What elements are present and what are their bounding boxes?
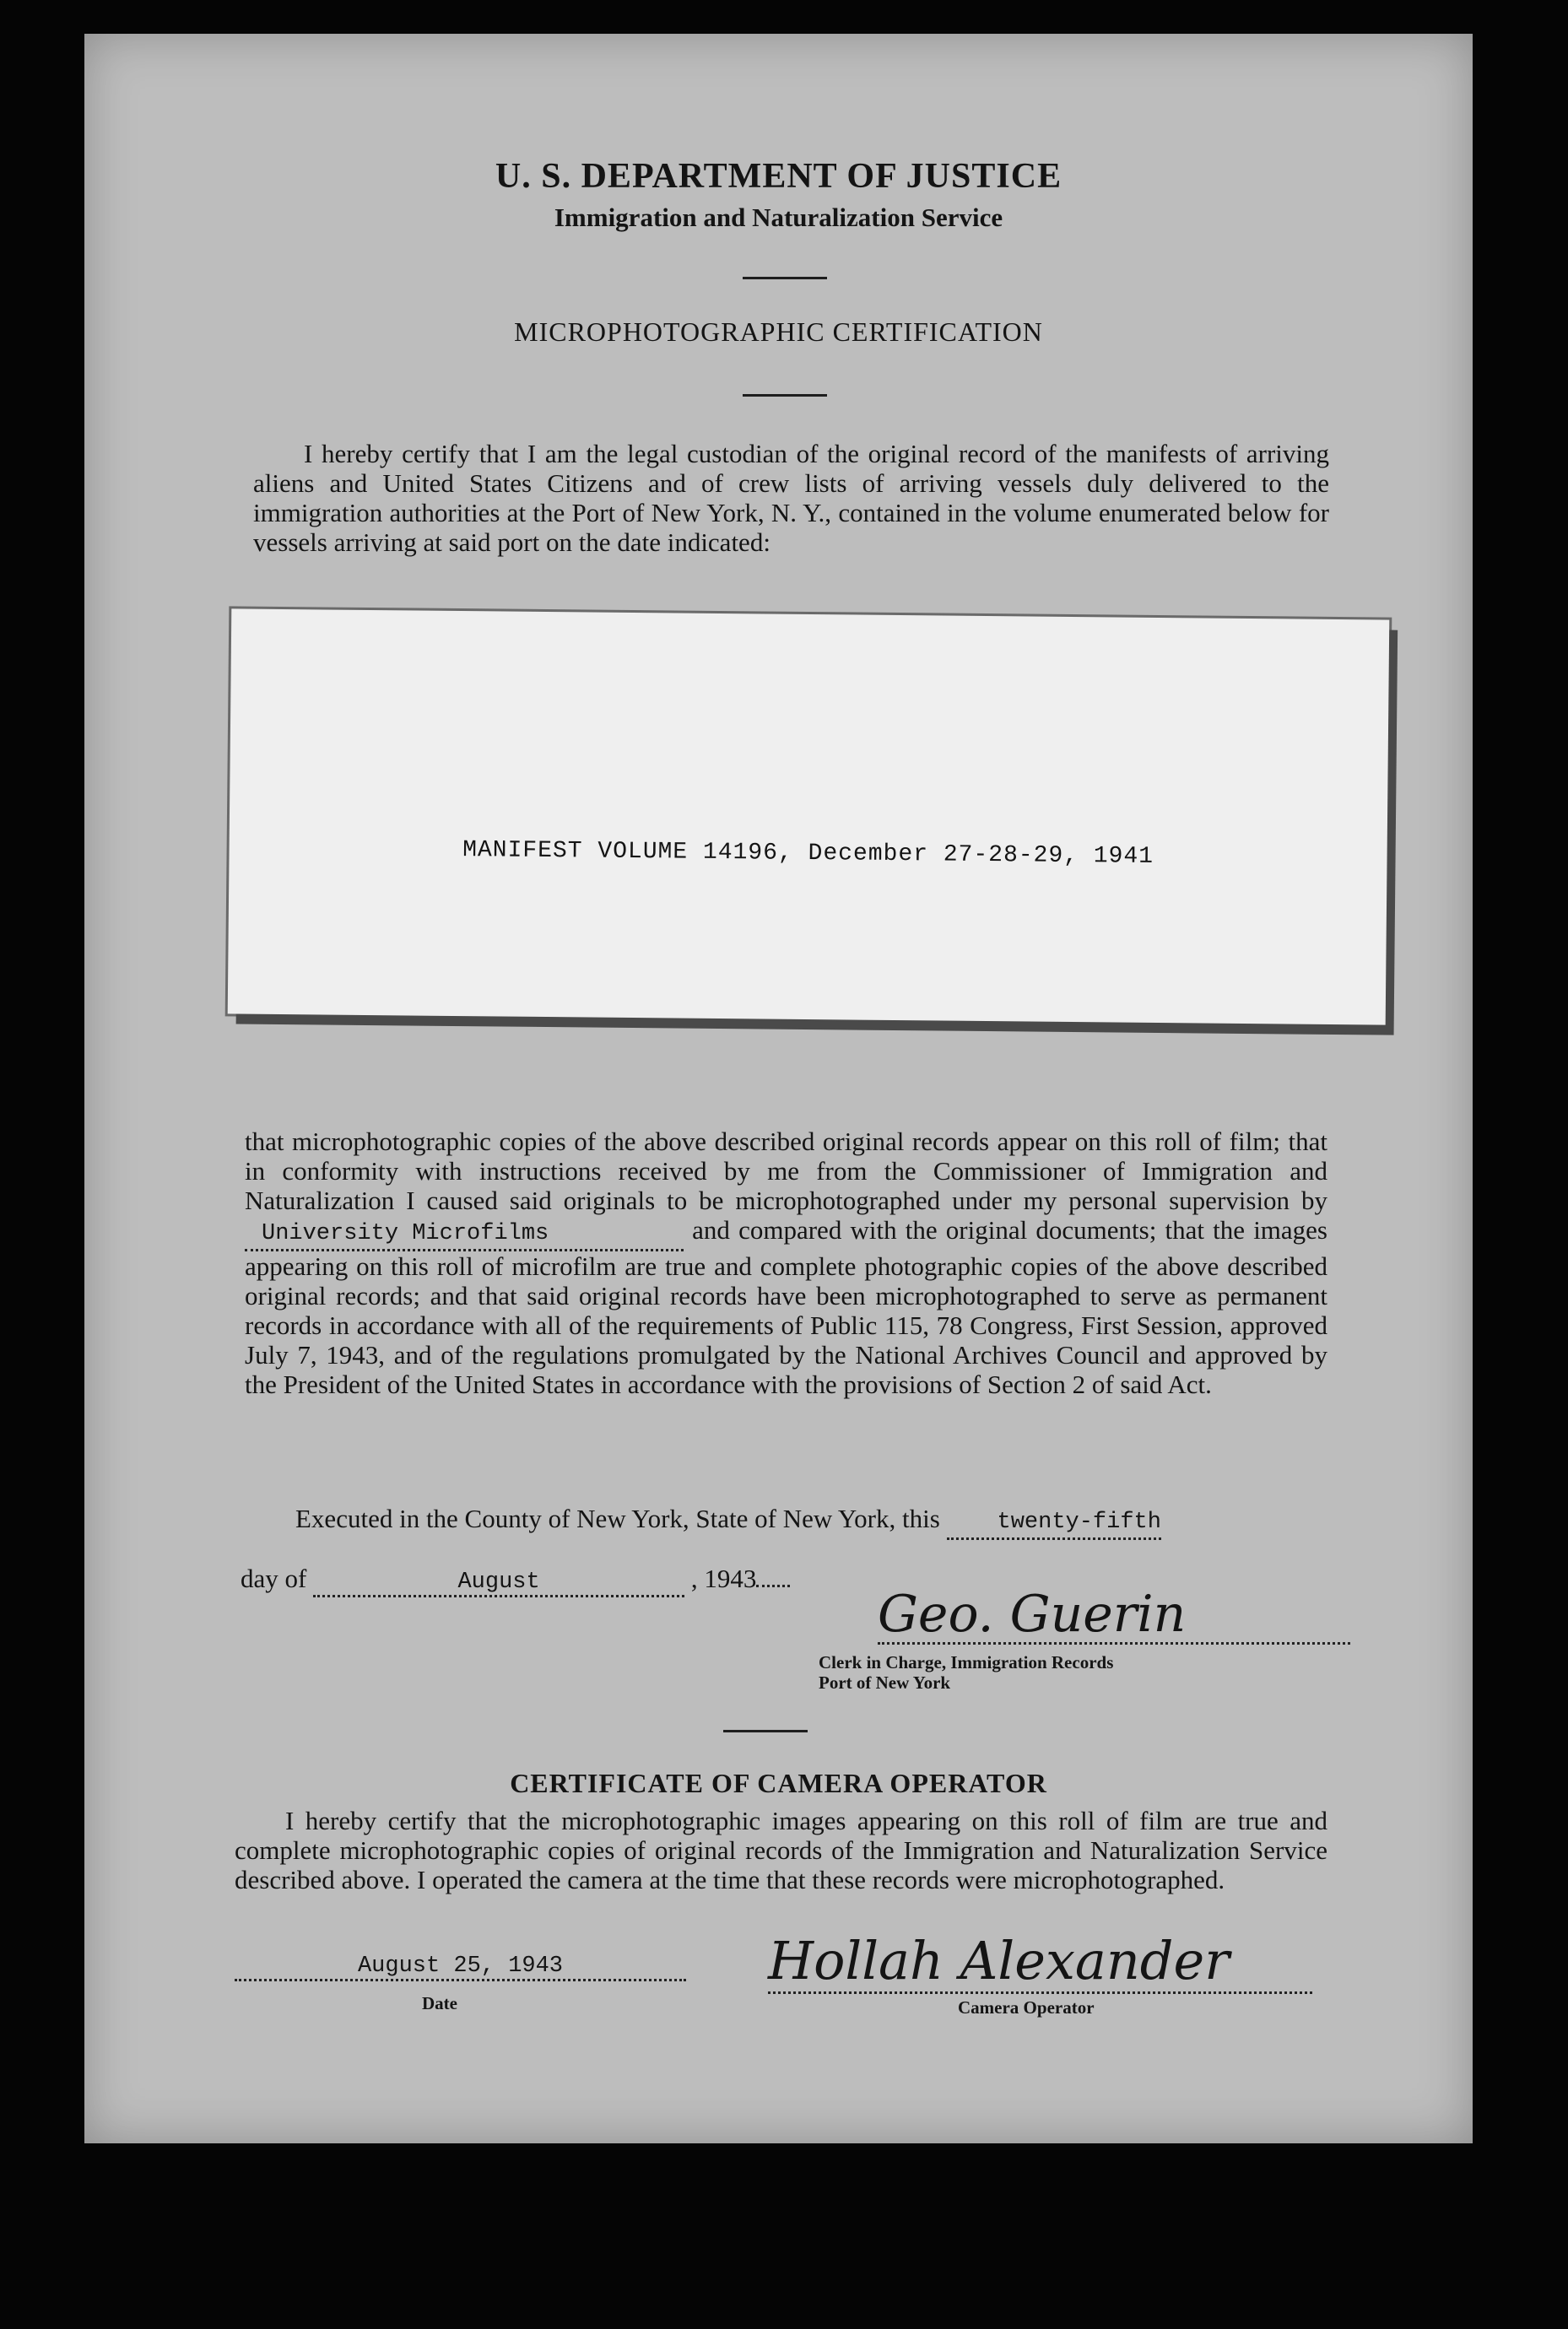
intro-paragraph: I hereby certify that I am the legal custodian of the original record of the manifests of arriving aliens and United States Citizens and of crew lists of arriving vessels duly delivered to the immigration authorities at the Port of New York, N. Y., contained in the volume enumerated below for vessels arriving at said port on the date indicated:	[253, 439, 1329, 557]
department-heading: U. S. DEPARTMENT OF JUSTICE	[495, 157, 1062, 196]
clerk-title-line2: Port of New York	[819, 1672, 951, 1693]
clerk-signature: Geo. Guerin	[878, 1586, 1350, 1645]
year-dots	[756, 1585, 790, 1587]
divider	[743, 277, 827, 279]
execution-year: , 1943	[690, 1564, 757, 1593]
execution-day: twenty-fifth	[947, 1508, 1161, 1540]
execution-line	[245, 1504, 1327, 1540]
operator-date	[235, 1953, 686, 1981]
date-label: Date	[422, 1993, 457, 2013]
microfilm-company: University Microfilms	[245, 1219, 684, 1251]
body-text-part1: that microphotographic copies of the above described original records appear on this roll of film; that in conformity with instructions received by me from the Commissioner of Immigration and Naturalization I caused said originals to be microphotographed under my personal supervision by	[245, 1127, 1327, 1215]
camera-operator-title: CERTIFICATE OF CAMERA OPERATOR	[510, 1768, 1047, 1798]
operator-signature: Hollah Alexander	[768, 1931, 1312, 1994]
volume-label-card	[228, 608, 1390, 1024]
document-title: MICROPHOTOGRAPHIC CERTIFICATION	[514, 316, 1043, 347]
certification-body	[245, 1127, 1327, 1399]
divider	[743, 394, 827, 397]
volume-label: MANIFEST VOLUME 14196, December 27-28-29, 1941	[462, 837, 1154, 870]
execution-text: Executed in the County of New York, State of New York, this	[295, 1504, 940, 1533]
day-of-label: day of	[241, 1564, 307, 1593]
camera-operator-label: Camera Operator	[958, 1997, 1095, 2018]
body-text-part2: and compared with the original documents; that the images appearing on this roll of microfilm are true and complete photographic copies of the above described original records; and that said original records have been microphotographed to serve as permanent records in accordance with all of the requirements of Public 115, 78 Congress, First Session, approved July 7, 1943, and of the regulations promulgated by the National Archives Council and approved by the President of the United States in accordance with the provisions of Section 2 of said Act.	[245, 1215, 1327, 1399]
service-subheading: Immigration and Naturalization Service	[554, 203, 1003, 232]
divider	[723, 1730, 808, 1732]
day-of-line	[241, 1564, 790, 1597]
execution-month: August	[313, 1570, 684, 1597]
operator-date-value: August 25, 1943	[357, 1953, 564, 1979]
certificate-page	[84, 34, 1473, 2143]
clerk-title-line1: Clerk in Charge, Immigration Records	[819, 1652, 1114, 1672]
camera-operator-paragraph: I hereby certify that the microphotographic images appearing on this roll of film are true and complete microphotographic copies of original records of the Immigration and Naturalization Service described above. I operated the camera at the time that these records were microphotographed.	[235, 1806, 1327, 1894]
clerk-title	[819, 1652, 1113, 1693]
